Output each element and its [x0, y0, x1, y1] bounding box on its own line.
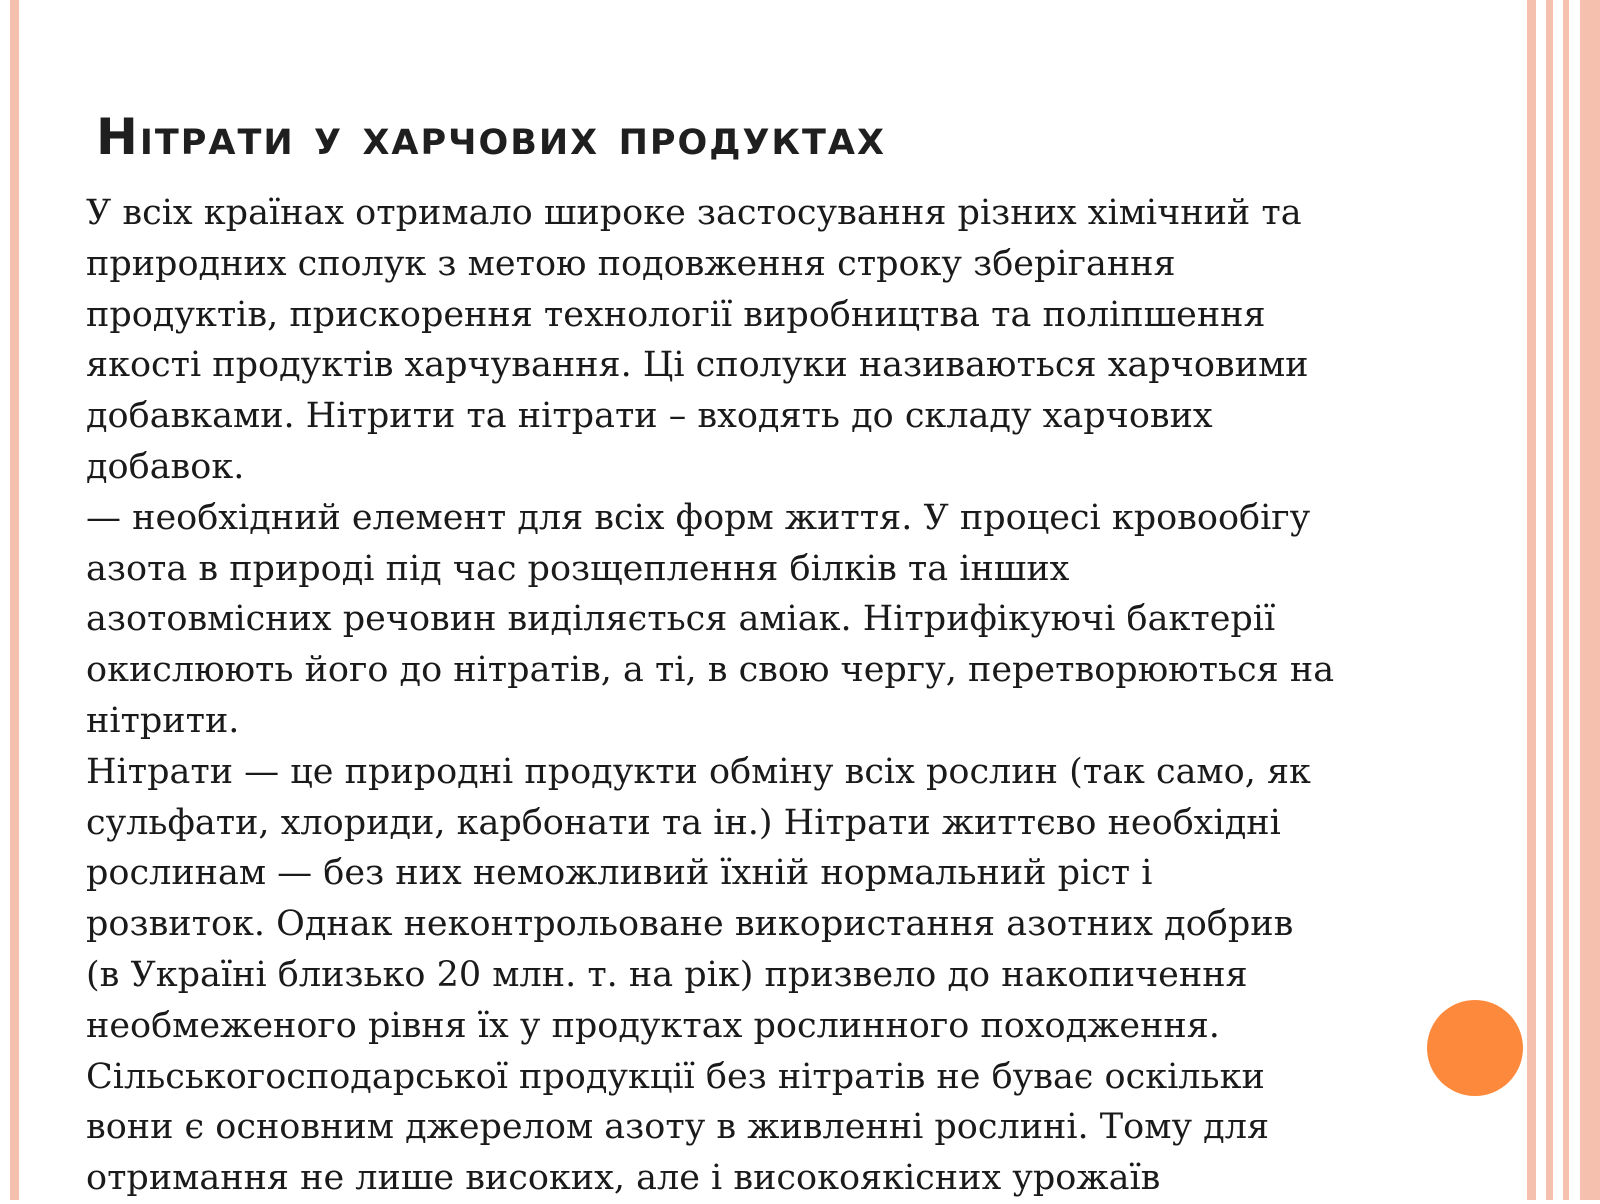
body-line: азотовмісних речовин виділяється аміак. Нітрифікуючі бактерії [86, 599, 1276, 640]
body-line: нітрити. [86, 700, 240, 741]
body-line: розвиток. Однак неконтрольоване використання азотних добрив [86, 904, 1294, 945]
body-line: якості продуктів харчування. Ці сполуки називаються харчовими [86, 345, 1309, 386]
body-line: вони є основним джерелом азоту в живленні рослині. Тому для [86, 1107, 1270, 1148]
body-line: добавками. Нітрити та нітрати – входять до складу харчових [86, 396, 1213, 437]
right-border-stripe [1580, 0, 1600, 1200]
left-border-stripe [10, 0, 19, 1200]
body-line: сульфати, хлориди, карбонати та ін.) Нітрати життєво необхідні [86, 802, 1281, 843]
right-border-stripe [1527, 0, 1536, 1200]
body-line: Нітрати — це природні продукти обміну всіх рослин (так само, як [86, 751, 1311, 792]
body-line: добавок. [86, 446, 245, 487]
body-line: необмеженого рівня їх у продуктах рослинного походження. [86, 1005, 1220, 1046]
slide-title: Нітрати у харчових продуктах [96, 108, 886, 166]
decorative-circle [1427, 1000, 1523, 1096]
body-line: азота в природі під час розщеплення білків та інших [86, 548, 1070, 589]
body-line: Сільськогосподарської продукції без нітратів не буває оскільки [86, 1056, 1265, 1097]
body-line: рослинам — без них неможливий їхній нормальний ріст і [86, 853, 1153, 894]
right-border-stripe [1546, 0, 1553, 1200]
body-line: продуктів, прискорення технології виробництва та поліпшення [86, 294, 1266, 335]
body-line: природних сполук з метою подовження строку зберігання [86, 243, 1176, 284]
body-line: отримання не лише високих, але і високоякісних урожаїв [86, 1158, 1161, 1199]
slide-body-text [86, 188, 1446, 1204]
body-line: (в Україні близько 20 млн. т. на рік) призвело до накопичення [86, 954, 1248, 995]
body-line: — необхідний елемент для всіх форм життя. У процесі кровообігу [86, 497, 1311, 538]
body-line: У всіх країнах отримало широке застосування різних хімічний та [86, 193, 1302, 233]
body-line: окислюють його до нітратів, а ті, в свою чергу, перетворюються на [86, 650, 1335, 691]
right-border-stripe [1563, 0, 1569, 1200]
